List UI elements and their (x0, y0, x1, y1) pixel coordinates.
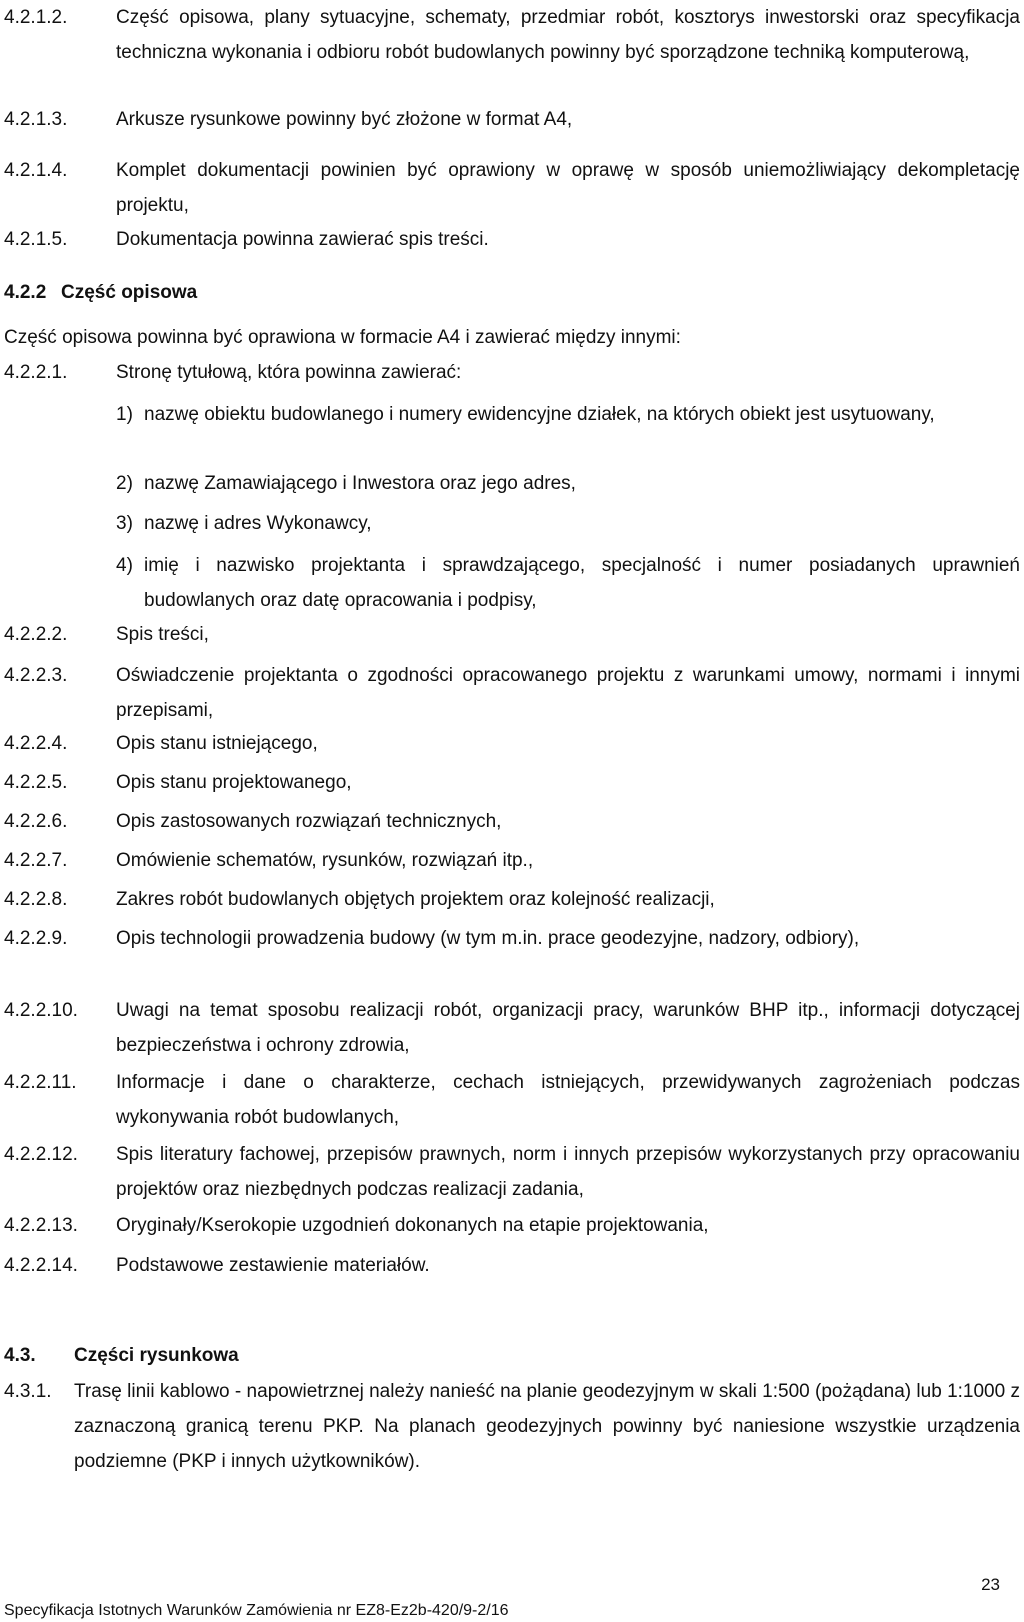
list-item (4, 1137, 1020, 1207)
sub-list-item (116, 397, 1020, 432)
section-heading-number: 4.2.2 (4, 282, 47, 303)
item-number: 4.2.1.5. (4, 229, 68, 250)
item-text: Uwagi na temat sposobu realizacji robót, organizacji pracy, warunków BHP itp., informacji dotyczącej bezpieczeństwa i ochrony zdrowia, (116, 1000, 1020, 1056)
item-number: 4.2.1.3. (4, 109, 68, 130)
item-text: Informacje i dane o charakterze, cechach istniejących, przewidywanych zagrożeniach podczas wykonywania robót budowlanych, (116, 1072, 1020, 1128)
item-text: Spis literatury fachowej, przepisów prawnych, norm i innych przepisów wykorzystanych przy opracowaniu projektów oraz niezbędnych podczas realizacji zadania, (116, 1144, 1020, 1200)
item-text: Spis treści, (116, 624, 209, 645)
item-text: Oryginały/Kserokopie uzgodnień dokonanych na etapie projektowania, (116, 1215, 709, 1236)
item-text: Dokumentacja powinna zawierać spis treści. (116, 229, 489, 250)
item-text: Opis technologii prowadzenia budowy (w tym m.in. prace geodezyjne, nadzory, odbiory), (116, 928, 860, 949)
item-text: Zakres robót budowlanych objętych projektem oraz kolejność realizacji, (116, 889, 715, 910)
item-number: 4.2.2.7. (4, 850, 68, 871)
sub-item-number: 1) (116, 404, 133, 425)
item-text: Trasę linii kablowo - napowietrznej należy nanieść na planie geodezyjnym w skali 1:500 (pożądana) lub 1:1000 z zaznaczoną granicą terenu PKP. Na planach geodezyjnych powinny być naniesione wszystkie urządzenia podziemne (PKP i innych użytkowników). (74, 1381, 1020, 1472)
item-text: Arkusze rysunkowe powinny być złożone w format A4, (116, 109, 573, 130)
item-text: Oświadczenie projektanta o zgodności opracowanego projektu z warunkami umowy, normami i innymi przepisami, (116, 665, 1020, 721)
list-item (4, 843, 1020, 878)
item-number: 4.2.2.11. (4, 1072, 77, 1093)
item-number: 4.2.2.1. (4, 362, 68, 383)
sub-list-item (116, 466, 1020, 501)
item-text: Omówienie schematów, rysunków, rozwiązań itp., (116, 850, 534, 871)
item-number: 4.2.2.3. (4, 665, 68, 686)
item-number: 4.2.2.8. (4, 889, 68, 910)
section-intro (4, 320, 1020, 355)
list-item (4, 102, 1020, 137)
list-item (4, 921, 1020, 956)
item-number: 4.2.2.12. (4, 1144, 78, 1165)
section-heading (4, 275, 1020, 310)
sub-item-number: 4) (116, 555, 133, 576)
sub-item-text: nazwę Zamawiającego i Inwestora oraz jego adres, (144, 473, 576, 494)
item-number: 4.2.2.2. (4, 624, 68, 645)
item-number: 4.2.2.9. (4, 928, 68, 949)
list-item (4, 355, 1020, 390)
list-item (4, 658, 1020, 728)
page-footer: Specyfikacja Istotnych Warunków Zamówienia nr EZ8-Ez2b-420/9-2/16 (4, 1602, 509, 1619)
item-number: 4.2.2.5. (4, 772, 68, 793)
section-heading-title: Część opisowa (61, 282, 198, 303)
item-text: Opis zastosowanych rozwiązań technicznych, (116, 811, 502, 832)
item-number: 4.2.2.4. (4, 733, 68, 754)
item-text: Opis stanu istniejącego, (116, 733, 318, 754)
sub-item-number: 3) (116, 513, 133, 534)
intro-text: Część opisowa powinna być oprawiona w formacie A4 i zawierać między innymi: (4, 327, 681, 348)
document-page (4, 0, 1020, 1622)
list-item (4, 1248, 1020, 1283)
sub-item-text: nazwę obiektu budowlanego i numery ewidencyjne działek, na których obiekt jest usytuowany, (144, 404, 935, 425)
list-item (4, 726, 1020, 761)
list-item (4, 1374, 1020, 1479)
sub-item-number: 2) (116, 473, 133, 494)
item-number: 4.2.2.10. (4, 1000, 78, 1021)
list-item (4, 804, 1020, 839)
item-number: 4.2.1.2. (4, 7, 68, 28)
item-number: 4.2.2.14. (4, 1255, 78, 1276)
list-item (4, 0, 1020, 70)
item-text: Opis stanu projektowanego, (116, 772, 352, 793)
list-item (4, 153, 1020, 223)
list-item (4, 1208, 1020, 1243)
sub-item-text: nazwę i adres Wykonawcy, (144, 513, 372, 534)
list-item (4, 765, 1020, 800)
item-number: 4.2.1.4. (4, 160, 68, 181)
page-number: 23 (981, 1575, 1000, 1594)
item-text: Stronę tytułową, która powinna zawierać: (116, 362, 462, 383)
item-text: Część opisowa, plany sytuacyjne, schematy, przedmiar robót, kosztorys inwestorski oraz specyfikacja techniczna wykonania i odbioru robót budowlanych powinny być sporządzone techniką komputerową, (116, 7, 1020, 63)
sub-item-text: imię i nazwisko projektanta i sprawdzającego, specjalność i numer posiadanych uprawnień budowlanych oraz datę opracowania i podpisy, (144, 555, 1020, 611)
sub-list-item (116, 506, 1020, 541)
item-number: 4.2.2.13. (4, 1215, 78, 1236)
sub-list-item (116, 548, 1020, 618)
section-heading (4, 1338, 1020, 1373)
item-number: 4.3.1. (4, 1381, 52, 1402)
list-item (4, 1065, 1020, 1135)
item-number: 4.2.2.6. (4, 811, 68, 832)
list-item (4, 617, 1020, 652)
section-heading-number: 4.3. (4, 1345, 36, 1366)
item-text: Komplet dokumentacji powinien być oprawiony w oprawę w sposób uniemożliwiający dekompletację projektu, (116, 160, 1020, 216)
list-item (4, 882, 1020, 917)
item-text: Podstawowe zestawienie materiałów. (116, 1255, 430, 1276)
list-item (4, 993, 1020, 1063)
list-item (4, 222, 1020, 257)
section-heading-title: Części rysunkowa (74, 1345, 239, 1366)
